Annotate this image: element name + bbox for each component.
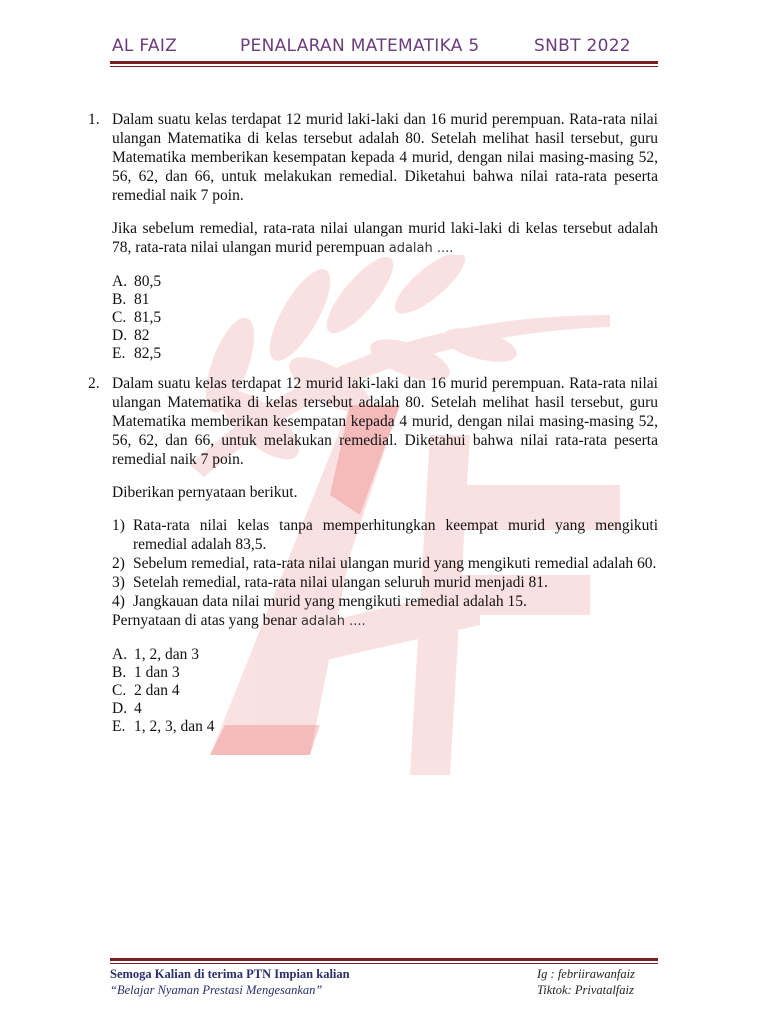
answer-option-e[interactable]: E. 1, 2, 3, dan 4 xyxy=(112,718,215,735)
header-rule-thick xyxy=(110,61,658,64)
header-exam: SNBT 2022 xyxy=(534,36,631,56)
answer-option-b[interactable]: B. 81 xyxy=(112,291,150,308)
statement-item: 2) Sebelum remedial, rata-rata nilai ulangan murid yang mengikuti remedial adalah 60. xyxy=(112,555,657,572)
question-content xyxy=(88,110,658,735)
footer-rule-thin xyxy=(110,963,658,964)
question-number: 2. xyxy=(88,375,100,392)
footer-rule-thick xyxy=(110,958,658,961)
answer-option-d[interactable]: D. 4 xyxy=(112,700,142,717)
answer-option-a[interactable]: A. 1, 2, dan 3 xyxy=(112,646,200,663)
header-title: PENALARAN MATEMATIKA 5 xyxy=(240,36,480,56)
question-prompt: Pernyataan di atas yang benar adalah .... xyxy=(112,612,366,629)
question-context: Dalam suatu kelas terdapat 12 murid laki-laki dan 16 murid perempuan. Rata-rata nilai ulangan Matematika di kelas tersebut adalah 80. Setelah melihat hasil tersebut, guru Matematika memberikan kesempatan kepada 4 murid, dengan nilai masing-masing 52, 56, 62, dan 66, untuk melakukan remedial. Diketahui bahwa nilai rata-rata peserta remedial naik 7 poin. xyxy=(112,375,658,468)
page-header xyxy=(112,34,658,62)
footer-social xyxy=(537,967,658,999)
header-author: AL FAIZ xyxy=(112,36,178,56)
question-prompt: Jika sebelum remedial, rata-rata nilai ulangan murid laki-laki di kelas tersebut adalah 78, rata-rata nilai ulangan murid perempuan adalah .... xyxy=(112,220,658,256)
answer-option-c[interactable]: C. 81,5 xyxy=(112,309,162,326)
answer-option-c[interactable]: C. 2 dan 4 xyxy=(112,682,180,699)
statement-item: 3) Setelah remedial, rata-rata nilai ulangan seluruh murid menjadi 81. xyxy=(112,574,548,591)
answer-options xyxy=(112,645,658,735)
header-rule-thin xyxy=(110,66,658,67)
footer-tagline: “Belajar Nyaman Prestasi Mengesankan” xyxy=(110,983,323,997)
statement-list xyxy=(112,516,658,611)
question-context: Dalam suatu kelas terdapat 12 murid laki-laki dan 16 murid perempuan. Rata-rata nilai ulangan Matematika di kelas tersebut adalah 80. Setelah melihat hasil tersebut, guru Matematika memberikan kesempatan kepada 4 murid, dengan nilai masing-masing 52, 56, 62, dan 66, untuk melakukan remedial. Diketahui bahwa nilai rata-rata peserta remedial naik 7 poin. xyxy=(112,111,658,204)
statement-item: 1) Rata-rata nilai kelas tanpa memperhitungkan keempat murid yang mengikuti remedial adalah 83,5. xyxy=(112,517,658,553)
question-number: 1. xyxy=(88,111,100,128)
answer-option-a[interactable]: A. 80,5 xyxy=(112,273,162,290)
question-1 xyxy=(88,110,658,362)
footer-slogan: Semoga Kalian di terima PTN Impian kalian xyxy=(110,967,350,981)
statements-intro: Diberikan pernyataan berikut. xyxy=(112,484,298,501)
question-2 xyxy=(88,374,658,735)
footer-tiktok: Tiktok: Privatalfaiz xyxy=(537,983,634,997)
footer-motto xyxy=(110,967,350,998)
footer-instagram: Ig : febriirawanfaiz xyxy=(537,967,635,981)
answer-option-e[interactable]: E. 82,5 xyxy=(112,345,162,362)
answer-option-d[interactable]: D. 82 xyxy=(112,327,150,344)
answer-option-b[interactable]: B. 1 dan 3 xyxy=(112,664,180,681)
answer-options xyxy=(112,272,658,362)
statement-item: 4) Jangkauan data nilai murid yang mengikuti remedial adalah 15. xyxy=(112,593,527,610)
